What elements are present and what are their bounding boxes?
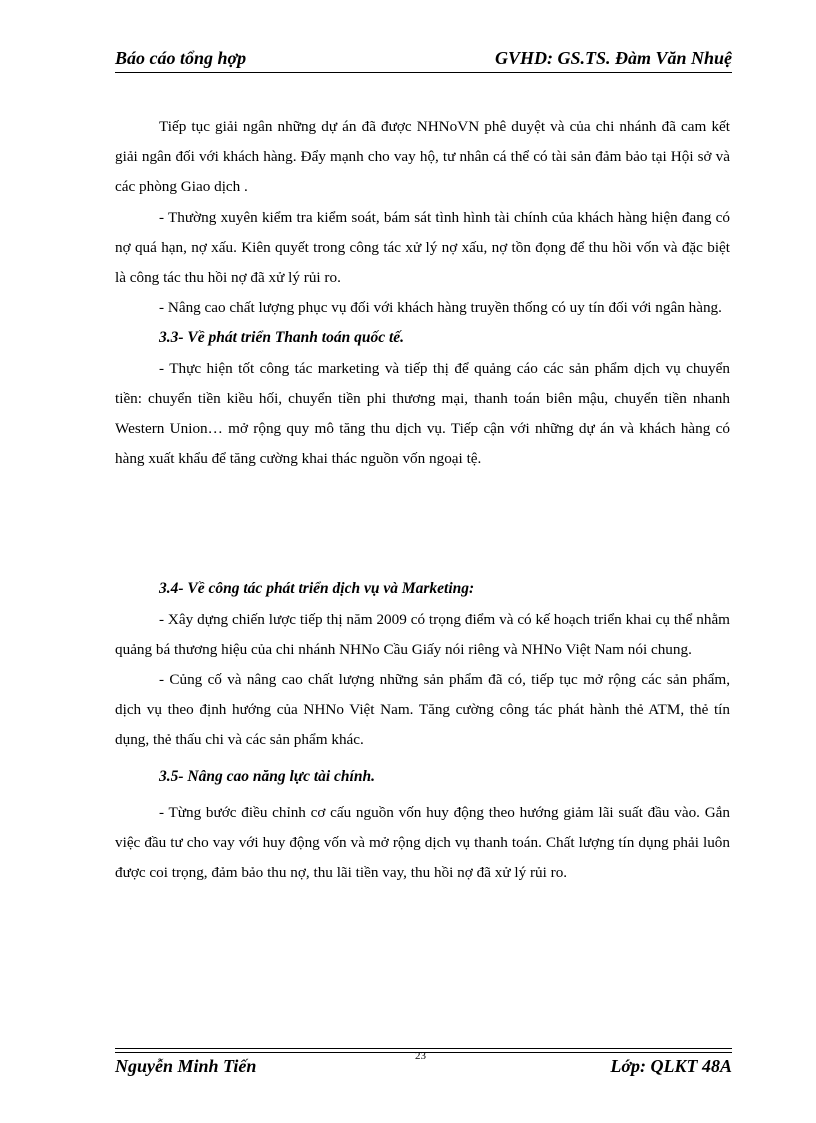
document-body bbox=[115, 112, 730, 888]
section-heading-3-5: 3.5- Nâng cao năng lực tài chính. bbox=[159, 767, 375, 785]
section-gap bbox=[115, 474, 730, 574]
paragraph-service-quality: - Nâng cao chất lượng phục vụ đối với khách hàng truyền thống có uy tín đối với ngân hàng. bbox=[159, 299, 722, 317]
paragraph-disbursement: Tiếp tục giải ngân những dự án đã được NHNoVN phê duyệt và của chi nhánh đã cam kết giải ngân đối với khách hàng. Đẩy mạnh cho vay hộ, tư nhân cá thể có tài sản đảm bảo tại Hội sở và các phòng Giao dịch . bbox=[115, 118, 730, 196]
paragraph-products: - Củng cố và nâng cao chất lượng những sản phẩm đã có, tiếp tục mở rộng các sản phẩm, dịch vụ theo định hướng của NHNo Việt Nam. Tăng cường công tác phát hành thẻ ATM, thẻ tín dụng, thẻ thấu chi và các sản phẩm khác. bbox=[115, 671, 730, 749]
paragraph-international-payment: - Thực hiện tốt công tác marketing và tiếp thị để quảng cáo các sản phẩm dịch vụ chuyển tiền: chuyển tiền kiều hối, chuyển tiền phi thương mại, thanh toán biên mậu, chuyển tiền nhanh Western Union… mở rộng quy mô tăng thu dịch vụ. Tiếp cận với những dự án và khách hàng có hàng xuất khẩu để tăng cường khai thác nguồn vốn ngoại tệ. bbox=[115, 359, 730, 468]
paragraph-marketing-strategy: - Xây dựng chiến lược tiếp thị năm 2009 có trọng điểm và có kế hoạch triển khai cụ thể nhằm quảng bá thương hiệu của chi nhánh NHNo Cầu Giấy nói riêng và NHNo Việt Nam nói chung. bbox=[115, 610, 730, 658]
page-header bbox=[115, 48, 732, 72]
footer-class: Lớp: QLKT 48A bbox=[610, 1056, 732, 1076]
header-divider bbox=[115, 72, 732, 73]
paragraph-bad-debt: - Thường xuyên kiểm tra kiểm soát, bám sát tình hình tài chính của khách hàng hiện đang có nợ quá hạn, nợ xấu. Kiên quyết trong công tác xử lý nợ xấu, nợ tồn đọng để thu hồi vốn và đặc biệt là công tác thu hồi nợ đã xử lý rủi ro. bbox=[115, 208, 730, 287]
page-number: 23 bbox=[415, 1050, 426, 1062]
header-report-title: Báo cáo tổng hợp bbox=[115, 48, 247, 68]
footer-author: Nguyễn Minh Tiến bbox=[115, 1056, 257, 1076]
header-supervisor: GVHD: GS.TS. Đàm Văn Nhuệ bbox=[494, 48, 732, 68]
section-heading-3-4: 3.4- Về công tác phát triển dịch vụ và Marketing: bbox=[159, 580, 475, 598]
paragraph-financial-capacity: - Từng bước điều chỉnh cơ cấu nguồn vốn huy động theo hướng giảm lãi suất đầu vào. Gắn việc đầu tư cho vay với huy động vốn và mở rộng dịch vụ thanh toán. Chất lượng tín dụng phải luôn được coi trọng, đảm bảo thu nợ, thu lãi tiền vay, thu hồi nợ đã xử lý rủi ro. bbox=[115, 803, 730, 882]
section-heading-3-3: 3.3- Về phát triển Thanh toán quốc tế. bbox=[159, 329, 405, 347]
page-footer bbox=[115, 1050, 732, 1078]
